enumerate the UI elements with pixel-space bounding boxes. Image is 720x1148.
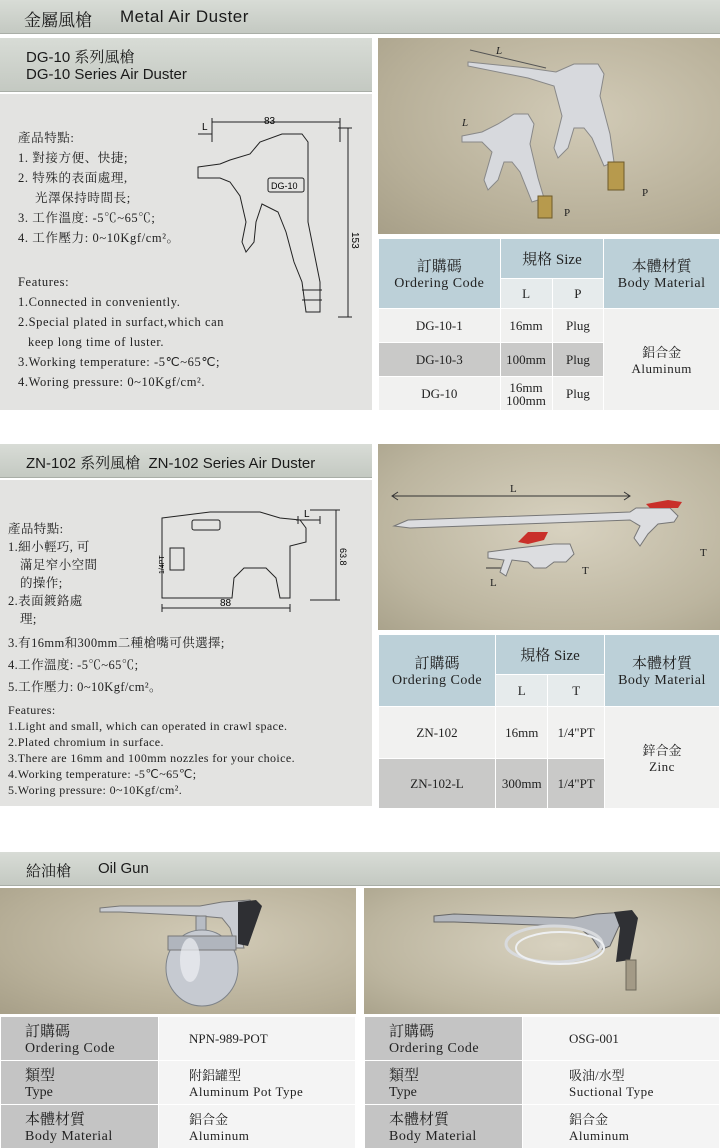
oilgun-header [0, 852, 720, 886]
zn102-th-size [496, 635, 605, 675]
oilgun-right-material-value-cn: 鋁合金 [569, 1112, 609, 1127]
zn102-th-size-cn: 規格 [520, 648, 551, 664]
zn102-feature-cn-2b: 理; [20, 612, 37, 626]
zn102-feature-en-2: 2.Plated chromium in surface. [8, 735, 164, 749]
dg10-photo-l-long: L [496, 45, 503, 57]
zn102-features-en-title: Features: [8, 703, 56, 717]
dg10-dim-width: 83 [264, 116, 276, 127]
oilgun-right-material-value [523, 1105, 720, 1148]
zn102-dim-l: L [304, 509, 310, 520]
zn102-feature-cn-1b: 滿足窄小空間 [20, 558, 98, 572]
oilgun-left-table [0, 1016, 356, 1148]
oilgun-right-photo [364, 888, 720, 1014]
oilgun-left-material-label [1, 1105, 159, 1148]
zn102-feature-en-5: 5.Woring pressure: 0~10Kgf/cm². [8, 783, 183, 797]
zn102-spec-table [378, 634, 720, 809]
dg10-table-row [379, 309, 720, 343]
zn102-th-t: T [548, 675, 604, 707]
dg10-row1-p: Plug [552, 309, 604, 343]
oilgun-right-ordering-value: OSG-001 [523, 1017, 720, 1061]
oilgun-left-type-cn: 類型 [25, 1068, 56, 1084]
dg10-dim-height: 153 [349, 232, 360, 249]
zn102-dim-height: 63.8 [338, 548, 348, 566]
dg10-material-cn: 鋁合金 [642, 345, 682, 360]
zn102-photo-t-long: T [700, 547, 707, 559]
dg10-th-material-cn: 本體材質 [631, 259, 692, 275]
oilgun-header-en: Oil Gun [98, 860, 149, 877]
dg10-row3-code: DG-10 [379, 377, 501, 411]
dg10-spec-table [378, 238, 720, 411]
dg10-feature-cn-2: 2. 特殊的表面處理, [18, 171, 128, 185]
dg10-features-en [18, 272, 368, 392]
oilgun-right-drawing [364, 888, 720, 1014]
dg10-material-cell [604, 309, 720, 411]
oilgun-left-type-value [159, 1061, 356, 1105]
dg10-th-l: L [500, 279, 552, 309]
oilgun-right-type-cn: 類型 [389, 1068, 420, 1084]
dg10-feature-cn-3: 3. 工作溫度: -5℃~65℃; [18, 211, 156, 225]
zn102-th-ordering-en: Ordering Code [391, 673, 483, 688]
dg10-features-cn-title: 產品特點: [18, 131, 75, 145]
zn102-material-cn: 鋅合金 [642, 743, 682, 758]
zn102-photo-drawing [378, 444, 720, 630]
oilgun-left-ordering-label [1, 1017, 159, 1061]
zn102-feature-cn-5: 5.工作壓力: 0~10Kgf/cm²。 [8, 680, 162, 694]
zn102-photo-l-short: L [490, 577, 497, 589]
zn102-dim-pt: 1/4PT [159, 555, 166, 574]
dg10-feature-en-3: 3.Working temperature: -5℃~65℃; [18, 355, 221, 369]
oilgun-left-material-en: Body Material [25, 1129, 113, 1144]
dg10-th-material [604, 239, 720, 309]
oilgun-right-material-value-en: Aluminum [569, 1128, 630, 1143]
zn102-photo-t-short: T [582, 565, 589, 577]
oilgun-right-type-label [365, 1061, 523, 1105]
dg10-th-ordering-cn: 訂購碼 [416, 259, 462, 275]
dg10-drawing-label: DG-10 [271, 181, 298, 191]
dg10-row3-l2: 100mm [506, 392, 546, 408]
zn102-dim-width: 88 [220, 598, 232, 609]
oilgun-left-photo [0, 888, 356, 1014]
zn102-material-cell [604, 707, 719, 809]
dg10-row2-l: 100mm [500, 343, 552, 377]
dg10-features-cn [18, 128, 198, 248]
dg10-th-material-en: Body Material [617, 276, 706, 291]
page-title-en: Metal Air Duster [120, 7, 249, 26]
dg10-material-en: Aluminum [631, 361, 692, 376]
oilgun-left-ordering-value: NPN-989-POT [159, 1017, 356, 1061]
oilgun-right-type-en: Type [389, 1085, 417, 1100]
zn102-feature-cn-4: 4.工作溫度: -5℃~65℃; [8, 658, 139, 672]
oilgun-right-ordering-label [365, 1017, 523, 1061]
dg10-feature-en-2b: keep long time of luster. [28, 335, 165, 349]
dg10-th-size [500, 239, 604, 279]
dg10-photo-p-long: P [642, 187, 649, 199]
zn102-features-cn-title: 產品特點: [8, 522, 64, 536]
zn102-feature-cn-1: 1.細小輕巧, 可 [8, 540, 90, 554]
zn102-feature-cn-2: 2.表面鍍鉻處 [8, 594, 83, 608]
dg10-row3-p: Plug [552, 377, 604, 411]
dg10-feature-en-2: 2.Special plated in surfact,which can [18, 315, 225, 329]
zn102-th-ordering-cn: 訂購碼 [414, 656, 460, 672]
zn102-row2-l: 300mm [496, 759, 548, 809]
dg10-row2-code: DG-10-3 [379, 343, 501, 377]
zn102-th-size-en: Size [553, 648, 580, 664]
zn102-th-material-cn: 本體材質 [631, 656, 692, 672]
dg10-photo-p-short: P [564, 207, 571, 219]
zn102-header-text: ZN-102 系列風槍 ZN-102 Series Air Duster [26, 455, 316, 472]
oilgun-left-ordering-en: Ordering Code [25, 1041, 116, 1056]
zn102-feature-en-3: 3.There are 16mm and 100mm nozzles for your choice. [8, 751, 295, 765]
dg10-th-p: P [552, 279, 604, 309]
dg10-product-photo [378, 38, 720, 234]
dg10-th-size-en: Size [555, 252, 582, 268]
zn102-row1-l: 16mm [496, 707, 548, 759]
zn102-feature-en-4: 4.Working temperature: -5℃~65℃; [8, 767, 197, 781]
zn102-row2-t: 1/4"PT [548, 759, 604, 809]
zn102-th-material [604, 635, 719, 707]
oilgun-left-ordering-cn: 訂購碼 [25, 1024, 71, 1040]
zn102-product-photo [378, 444, 720, 630]
oilgun-left-type-label [1, 1061, 159, 1105]
zn102-features-en [8, 702, 372, 798]
zn102-table-row [379, 707, 720, 759]
page-title-cn: 金屬風槍 [24, 11, 92, 30]
dg10-dim-l: L [202, 122, 208, 133]
oilgun-left-type-en: Type [25, 1085, 53, 1100]
zn102-row1-t: 1/4"PT [548, 707, 604, 759]
page-title-bar [0, 0, 720, 34]
dg10-th-size-cn: 規格 [522, 252, 553, 268]
dg10-feature-en-1: 1.Connected in conveniently. [18, 295, 181, 309]
zn102-row2-code: ZN-102-L [379, 759, 496, 809]
oilgun-left-material-value [159, 1105, 356, 1148]
dg10-row2-p: Plug [552, 343, 604, 377]
dg10-photo-drawing [378, 38, 720, 234]
oilgun-left-drawing [0, 888, 356, 1014]
zn102-th-ordering [379, 635, 496, 707]
dg10-th-ordering-en: Ordering Code [394, 276, 485, 291]
oilgun-right-type-value-en: Suctional Type [569, 1084, 654, 1099]
zn102-features-cn [8, 520, 368, 698]
oilgun-right-type-value-cn: 吸油/水型 [569, 1068, 625, 1083]
dg10-feature-cn-2b: 光澤保持時間長; [35, 191, 131, 205]
zn102-th-material-en: Body Material [618, 673, 706, 688]
zn102-header [0, 444, 372, 478]
dg10-feature-en-4: 4.Woring pressure: 0~10Kgf/cm². [18, 375, 206, 389]
dg10-row3-l1: 16mm [509, 379, 543, 395]
dg10-header-en: DG-10 Series Air Duster [26, 66, 187, 83]
oilgun-left-material-cn: 本體材質 [25, 1112, 86, 1128]
zn102-feature-cn-1c: 的操作; [20, 576, 63, 590]
oilgun-left-type-value-en: Aluminum Pot Type [189, 1084, 304, 1099]
dg10-header-cn: DG-10 系列風槍 [26, 49, 135, 66]
dg10-features-en-title: Features: [18, 275, 70, 289]
dg10-photo-l-short: L [462, 117, 469, 129]
zn102-material-en: Zinc [649, 759, 675, 774]
dg10-header [0, 38, 372, 92]
oilgun-right-material-label [365, 1105, 523, 1148]
oilgun-right-table [364, 1016, 720, 1148]
dg10-row3-l [500, 377, 552, 411]
dg10-row1-l: 16mm [500, 309, 552, 343]
oilgun-right-ordering-en: Ordering Code [389, 1041, 480, 1056]
zn102-photo-l-long: L [510, 483, 517, 495]
zn102-th-l: L [496, 675, 548, 707]
oilgun-left-material-value-cn: 鋁合金 [189, 1112, 229, 1127]
oilgun-left-material-value-en: Aluminum [189, 1128, 250, 1143]
zn102-feature-cn-3: 3.有16mm和300mm二種槍嘴可供選擇; [8, 636, 225, 650]
zn102-row1-code: ZN-102 [379, 707, 496, 759]
dg10-row1-code: DG-10-1 [379, 309, 501, 343]
oilgun-left-type-value-cn: 附鋁罐型 [189, 1068, 242, 1083]
zn102-feature-en-1: 1.Light and small, which can operated in crawl space. [8, 719, 288, 733]
dg10-feature-cn-1: 1. 對接方便、快捷; [18, 151, 129, 165]
dg10-feature-cn-4: 4. 工作壓力: 0~10Kgf/cm²。 [18, 231, 180, 245]
oilgun-right-material-en: Body Material [389, 1129, 477, 1144]
oilgun-header-cn: 給油槍 [26, 863, 72, 880]
oilgun-right-ordering-cn: 訂購碼 [389, 1024, 435, 1040]
dg10-th-ordering [379, 239, 501, 309]
oilgun-right-type-value [523, 1061, 720, 1105]
oilgun-right-material-cn: 本體材質 [389, 1112, 450, 1128]
